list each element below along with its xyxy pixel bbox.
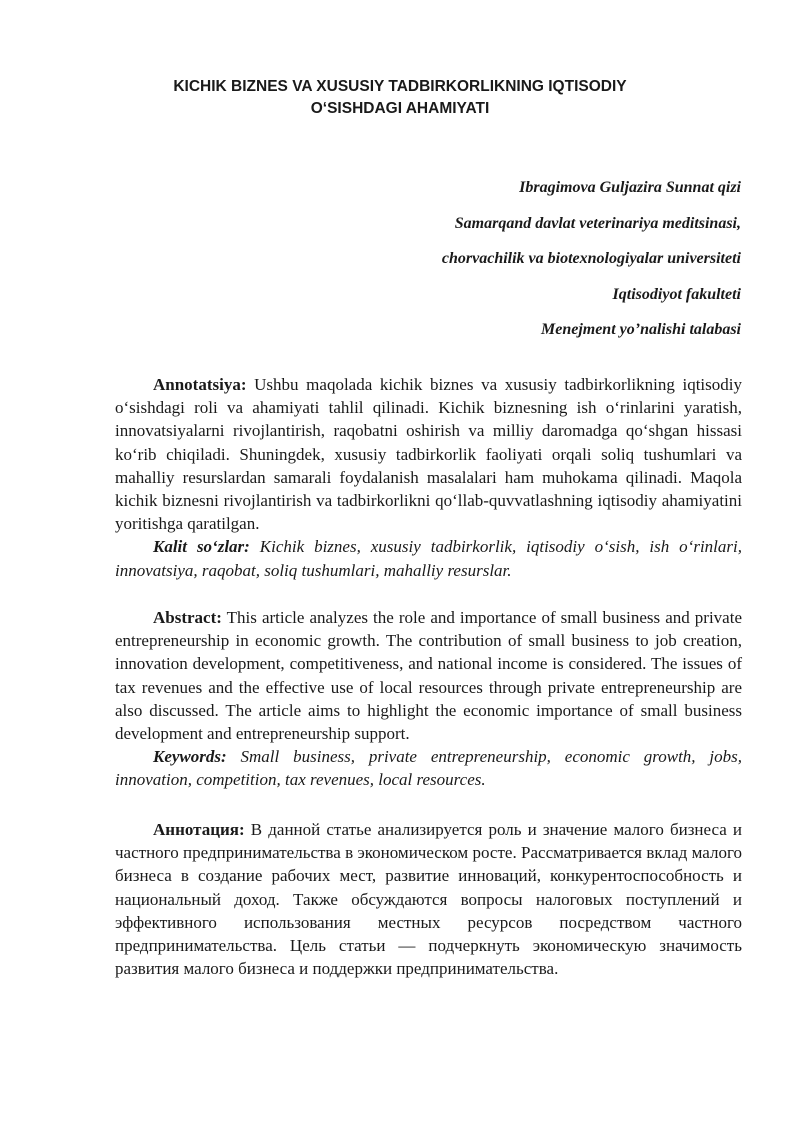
affiliation-line: chorvachilik va biotexnologiyalar universiteti [441,250,741,267]
affiliation-line: Samarqand davlat veterinariya meditsinasi, [454,214,741,232]
abstract-label: Аннотация: [153,820,245,839]
affiliation-line: Menejment yo’nalishi talabasi [540,321,741,338]
english-keywords [115,745,742,791]
abstract-label: Abstract: [153,608,222,627]
affiliation-line: Iqtisodiyot fakulteti [612,285,741,303]
russian-abstract-section [115,818,742,980]
uzbek-abstract [115,373,742,535]
english-abstract [115,606,742,745]
uzbek-abstract-section [115,373,742,582]
title-line-2: O‘SISHDAGI AHAMIYATI [310,100,490,117]
abstract-label: Annotatsiya: [153,375,247,394]
russian-abstract [115,818,742,980]
abstract-text: This article analyzes the role and importance of small business and private entrepreneurship in economic growth. The contribution of small business to job creation, innovation development, competitiveness, and national income is considered. The issues of tax revenues and the effective use of local resources through private entrepreneurship are also discussed. The article aims to highlight the economic importance of small business development and entrepreneurship support. [115,608,742,744]
keywords-label: Kalit so‘zlar: [153,537,250,557]
keywords-label: Keywords: [153,747,227,767]
author-name: Ibragimova Guljazira Sunnat qizi [519,179,741,196]
keywords-text: Kichik biznes, xususiy tadbirkorlik, iqtisodiy o‘sish, ish o‘rinlari, innovatsiya, raqobat, soliq tushumlari, mahalliy resurslar. [115,537,742,580]
english-abstract-section [115,606,742,792]
title-line-1: KICHIK BIZNES VA XUSUSIY TADBIRKORLIKNING IQTISODIY [173,78,627,95]
author-block [442,170,741,348]
abstract-text: В данной статье анализируется роль и значение малого бизнеса и частного предпринимательства в экономическом росте. Рассматривается вклад малого бизнеса в создание рабочих мест, развитие инноваций, конкурентоспособность и национальный доход. Также обсуждаются вопросы налоговых поступлений и эффективного использования местных ресурсов посредством частного предпринимательства. Цель статьи — подчеркнуть экономическую значимость развития малого бизнеса и поддержки предпринимательства. [115,820,742,979]
paper-title [100,76,700,120]
abstract-text: Ushbu maqolada kichik biznes va xususiy tadbirkorlikning iqtisodiy o‘sishdagi roli va ahamiyati tahlil qilinadi. Kichik biznesning ish o‘rinlarini yaratish, innovatsiyalarni rivojlantirish, raqobatni oshirish va milliy daromadga qo‘shgan hissasi ko‘rib chiqiladi. Shuningdek, xususiy tadbirkorlik faoliyati orqali soliq tushumlari va mahalliy resurslardan samarali foydalanish masalalari ham muhokama qilinadi. Maqola kichik biznesni rivojlantirish va tadbirkorlikni qo‘llab-quvvatlashning iqtisodiy ahamiyatini yoritishga qaratilgan. [115,375,742,534]
uzbek-keywords [115,535,742,581]
keywords-text: Small business, private entrepreneurship, economic growth, jobs, innovation, competition, tax revenues, local resources. [115,747,742,790]
